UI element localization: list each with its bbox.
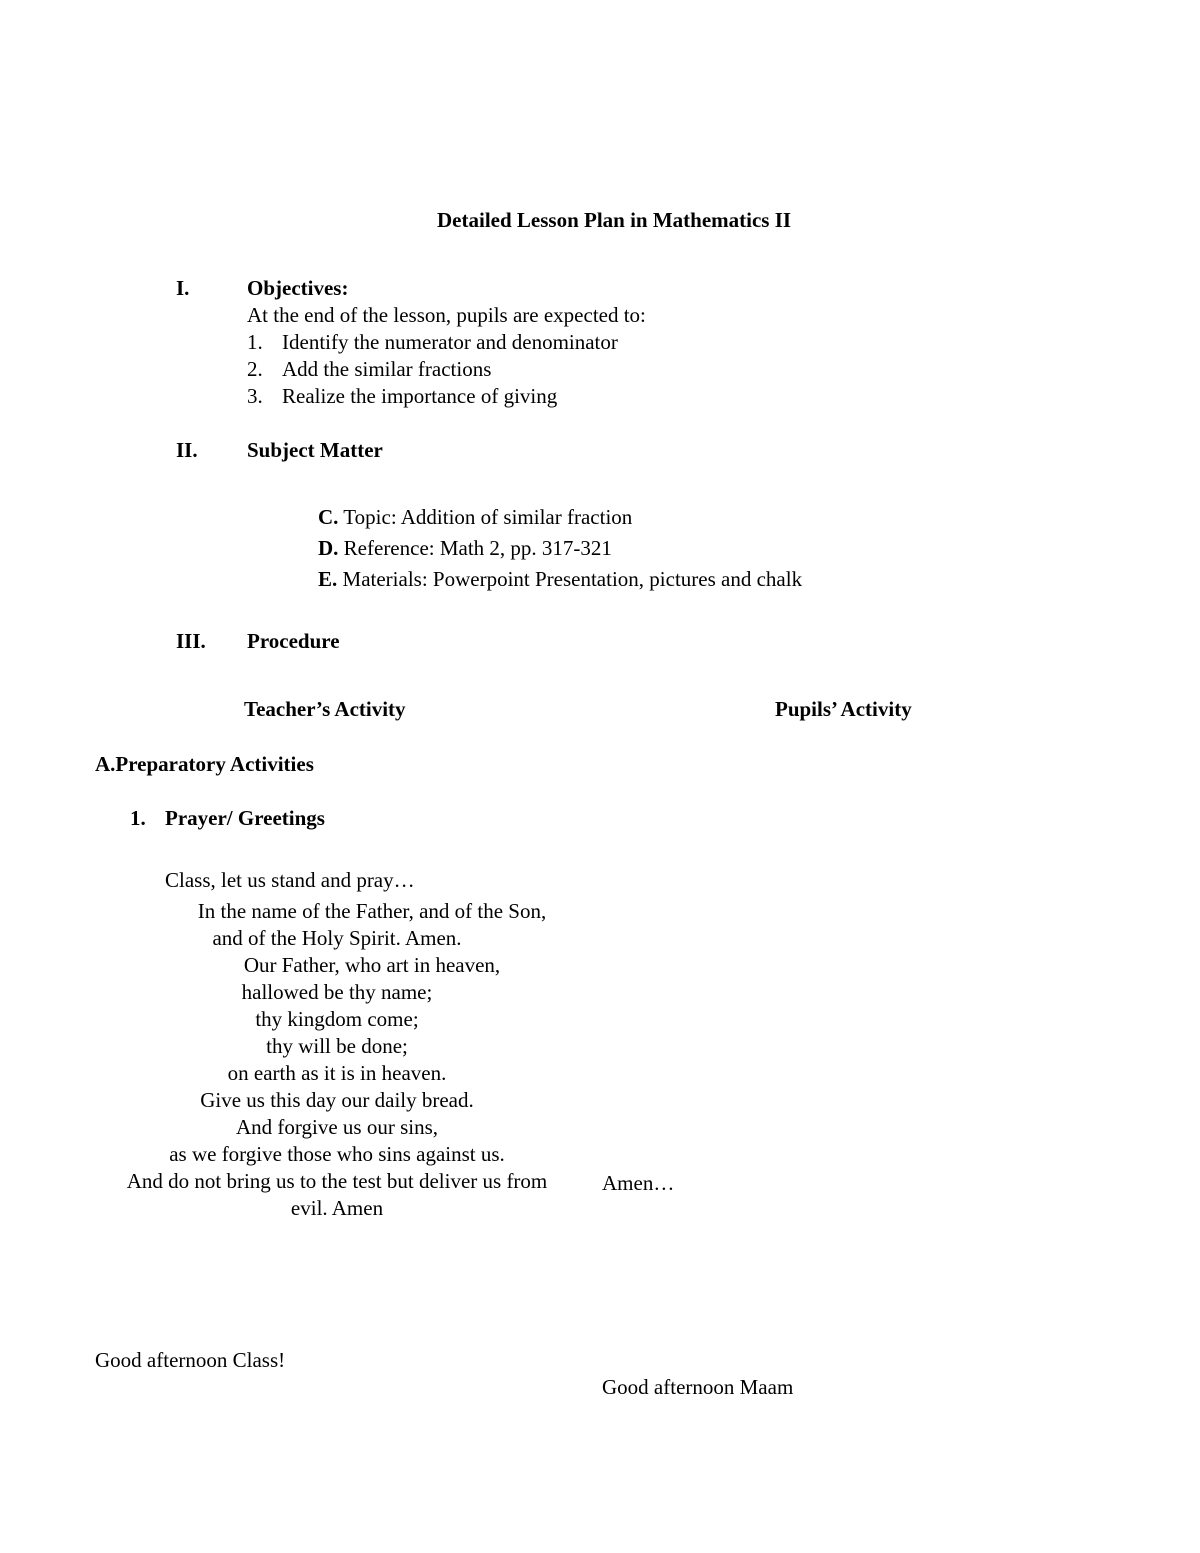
prayer-intro: Class, let us stand and pray…	[165, 868, 415, 892]
subject-item-reference	[318, 538, 612, 559]
subject-item-topic	[318, 507, 632, 528]
prayer-line: as we forgive those who sins against us.	[169, 1142, 505, 1166]
prayer-line: Our Father, who art in heaven,	[243, 953, 501, 977]
subject-item-reference-text: Reference: Math 2, pp. 317-321	[343, 536, 612, 560]
subject-item-materials	[318, 569, 802, 590]
objectives-intro: At the end of the lesson, pupils are expected to:	[247, 303, 646, 327]
teacher-greeting: Good afternoon Class!	[95, 1348, 286, 1372]
prayer-line: thy kingdom come;	[255, 1007, 419, 1031]
document-title: Detailed Lesson Plan in Mathematics II	[437, 208, 792, 232]
subject-item-materials-letter: E.	[318, 567, 338, 591]
prayer-line: And forgive us our sins,	[235, 1115, 439, 1139]
subject-item-reference-letter: D.	[318, 536, 339, 560]
objective-3-number: 3.	[247, 384, 263, 408]
prayer-greetings-heading: Prayer/ Greetings	[165, 806, 325, 830]
prayer-line: And do not bring us to the test but deliver us from	[126, 1169, 548, 1193]
objective-1-number: 1.	[247, 330, 263, 354]
section-2-numeral: II.	[176, 438, 198, 462]
teacher-activity-header: Teacher’s Activity	[244, 697, 406, 721]
subject-item-topic-text: Topic: Addition of similar fraction	[343, 505, 633, 529]
section-1-numeral: I.	[176, 276, 190, 300]
section-1-heading: Objectives:	[247, 276, 349, 300]
subject-item-materials-text: Materials: Powerpoint Presentation, pictures and chalk	[342, 567, 803, 591]
prayer-line: hallowed be thy name;	[241, 980, 433, 1004]
prayer-greetings-number: 1.	[130, 806, 146, 830]
prayer-line: and of the Holy Spirit. Amen.	[212, 926, 462, 950]
subject-item-topic-letter: C.	[318, 505, 339, 529]
objective-2-number: 2.	[247, 357, 263, 381]
objective-2-text: Add the similar fractions	[282, 357, 492, 381]
prayer-line: thy will be done;	[266, 1034, 408, 1058]
prayer-line: evil. Amen	[290, 1196, 384, 1220]
section-3-heading: Procedure	[247, 629, 340, 653]
section-3-numeral: III.	[176, 629, 206, 653]
objective-3-text: Realize the importance of giving	[282, 384, 558, 408]
pupils-activity-header: Pupils’ Activity	[775, 697, 912, 721]
prayer-line: on earth as it is in heaven.	[227, 1061, 447, 1085]
pupil-response-amen: Amen…	[602, 1171, 675, 1195]
prayer-line: Give us this day our daily bread.	[200, 1088, 474, 1112]
preparatory-activities-heading: A.Preparatory Activities	[95, 752, 314, 776]
objective-1-text: Identify the numerator and denominator	[282, 330, 618, 354]
prayer-line: In the name of the Father, and of the Son,	[197, 899, 547, 923]
section-2-heading: Subject Matter	[247, 438, 383, 462]
pupils-greeting: Good afternoon Maam	[602, 1375, 794, 1399]
